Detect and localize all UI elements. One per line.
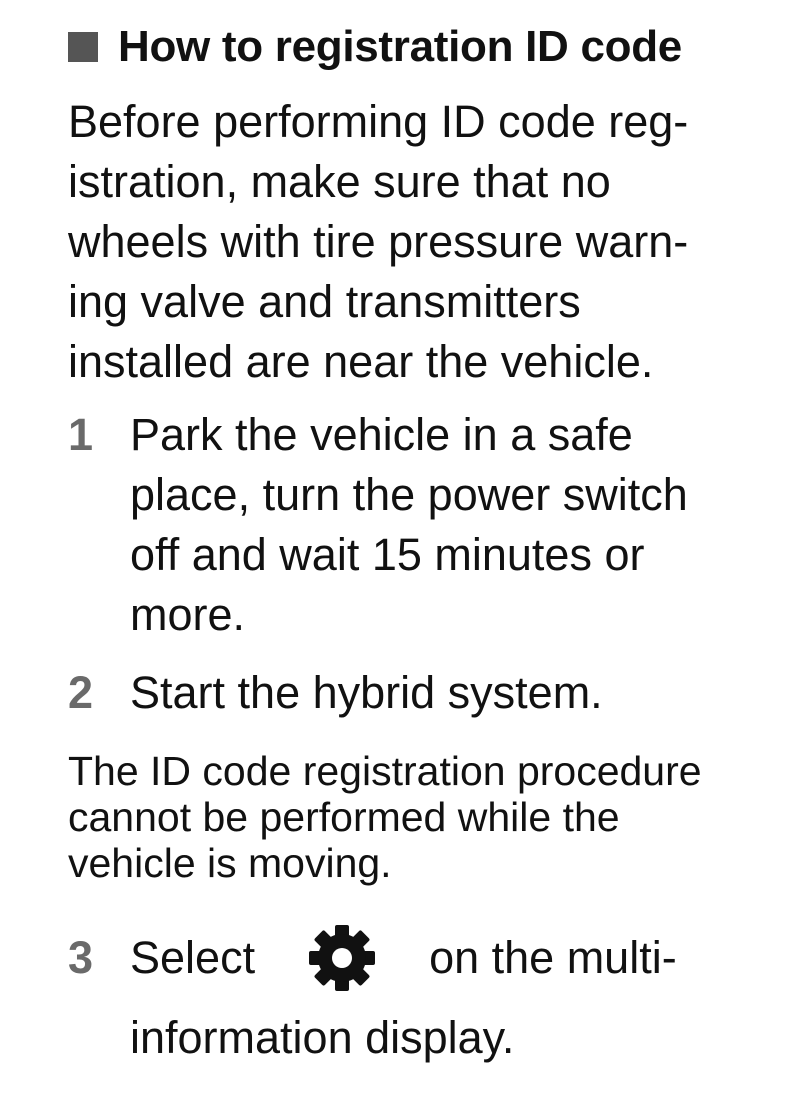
intro-paragraph (68, 92, 788, 392)
step-text (130, 663, 603, 723)
intro-line: ing valve and transmitters (68, 276, 581, 327)
note-line: vehicle is moving. (68, 840, 392, 886)
intro-line: wheels with tire pressure warn- (68, 216, 689, 267)
heading-square-bullet (68, 32, 98, 62)
step-text (130, 928, 677, 988)
step-number: 3 (68, 932, 94, 983)
step-line: Park the vehicle in a safe (130, 409, 633, 460)
intro-line: installed are near the vehicle. (68, 336, 654, 387)
step-number: 1 (68, 409, 94, 460)
step-line: information display. (130, 1012, 515, 1063)
intro-line: Before performing ID code reg- (68, 96, 689, 147)
step-line: more. (130, 589, 246, 640)
step-select-text: Select (130, 932, 256, 983)
note-line: The ID code registration procedure (68, 748, 702, 794)
step-line: Start the hybrid system. (130, 667, 603, 718)
step-number: 2 (68, 667, 94, 718)
heading-title: How to registration ID code (118, 22, 682, 71)
step-after-icon-text: on the multi- (429, 932, 677, 983)
section-heading (68, 20, 682, 74)
gear-icon (307, 923, 377, 993)
step-line: off and wait 15 minutes or (130, 529, 645, 580)
intro-line: istration, make sure that no (68, 156, 611, 207)
note-line: cannot be performed while the (68, 794, 620, 840)
note-paragraph (68, 748, 702, 886)
step-line: place, turn the power switch (130, 469, 688, 520)
step-text (130, 405, 688, 645)
